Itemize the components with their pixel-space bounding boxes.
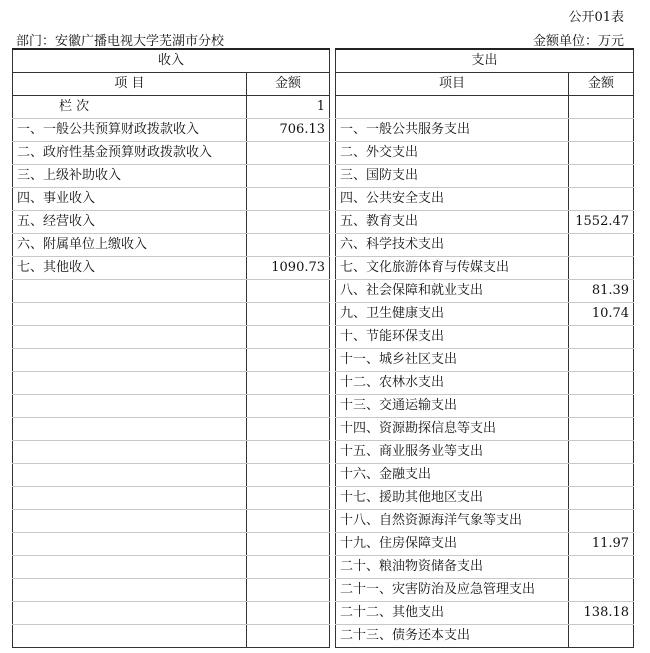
expense-amount-cell: 81.39 (569, 280, 634, 303)
expense-amount-cell: 1552.47 (569, 211, 634, 234)
expense-amount-cell (569, 257, 634, 280)
income-item-cell (13, 372, 247, 395)
table-row (13, 533, 634, 556)
income-item-cell (13, 441, 247, 464)
index-label: 栏 次 (13, 96, 247, 119)
income-item-cell (13, 395, 247, 418)
index-row (13, 96, 634, 119)
income-item-cell (13, 487, 247, 510)
income-item-cell: 五、经营收入 (13, 211, 247, 234)
expense-item-header: 项目 (336, 73, 569, 96)
expense-item-cell: 二十二、其他支出 (336, 602, 569, 625)
income-item-cell (13, 349, 247, 372)
table-row (13, 441, 634, 464)
expense-amount-cell (569, 418, 634, 441)
income-amount-cell (247, 625, 330, 648)
expense-amount-cell (569, 510, 634, 533)
income-item-cell: 二、政府性基金预算财政拨款收入 (13, 142, 247, 165)
table-row (13, 188, 634, 211)
column-header-row (13, 73, 634, 96)
income-amount-cell (247, 142, 330, 165)
expense-item-cell: 六、科学技术支出 (336, 234, 569, 257)
income-item-cell: 四、事业收入 (13, 188, 247, 211)
expense-amount-cell (569, 579, 634, 602)
table-row (13, 303, 634, 326)
expense-item-cell: 四、公共安全支出 (336, 188, 569, 211)
income-item-cell (13, 464, 247, 487)
expense-amount-cell (569, 119, 634, 142)
expense-item-cell: 三、国防支出 (336, 165, 569, 188)
income-amount-cell (247, 464, 330, 487)
income-amount-cell (247, 211, 330, 234)
income-amount-cell (247, 234, 330, 257)
expense-item-cell: 十六、金融支出 (336, 464, 569, 487)
expense-item-cell: 十九、住房保障支出 (336, 533, 569, 556)
expense-amount-cell (569, 625, 634, 648)
expense-item-cell: 十四、资源勘探信息等支出 (336, 418, 569, 441)
income-amount-cell (247, 165, 330, 188)
expense-amount-cell: 138.18 (569, 602, 634, 625)
income-amount-cell: 1090.73 (247, 257, 330, 280)
income-amount-cell (247, 326, 330, 349)
expense-amount-cell (569, 441, 634, 464)
income-item-header: 项 目 (13, 73, 247, 96)
income-item-cell (13, 280, 247, 303)
expense-amount-cell (569, 234, 634, 257)
income-amount-cell (247, 441, 330, 464)
income-item-cell: 六、附属单位上缴收入 (13, 234, 247, 257)
department-label: 部门：安徽广播电视大学芜湖市分校 (16, 34, 225, 49)
index-value: 1 (247, 96, 330, 119)
income-item-cell (13, 418, 247, 441)
expense-amount-cell: 11.97 (569, 533, 634, 556)
table-row (13, 625, 634, 648)
budget-table (12, 48, 634, 648)
income-amount-cell (247, 303, 330, 326)
table-row (13, 257, 634, 280)
table-row (13, 211, 634, 234)
expense-item-cell: 二十三、债务还本支出 (336, 625, 569, 648)
expense-item-cell: 十三、交通运输支出 (336, 395, 569, 418)
income-item-cell (13, 579, 247, 602)
expense-amount-cell (569, 372, 634, 395)
table-row (13, 372, 634, 395)
table-row (13, 579, 634, 602)
table-row (13, 142, 634, 165)
expense-item-cell: 十、节能环保支出 (336, 326, 569, 349)
expense-item-cell: 十一、城乡社区支出 (336, 349, 569, 372)
table-row (13, 487, 634, 510)
table-row (13, 464, 634, 487)
table-row (13, 165, 634, 188)
table-row (13, 234, 634, 257)
expense-item-cell: 一、一般公共服务支出 (336, 119, 569, 142)
expense-item-cell: 五、教育支出 (336, 211, 569, 234)
expense-amount-cell: 10.74 (569, 303, 634, 326)
expense-item-cell: 七、文化旅游体育与传媒支出 (336, 257, 569, 280)
expense-item-cell: 九、卫生健康支出 (336, 303, 569, 326)
income-item-cell (13, 625, 247, 648)
expense-item-cell: 十二、农林水支出 (336, 372, 569, 395)
table-row (13, 418, 634, 441)
income-amount-cell (247, 395, 330, 418)
expense-amount-cell (569, 142, 634, 165)
income-amount-cell: 706.13 (247, 119, 330, 142)
expense-amount-cell (569, 326, 634, 349)
income-amount-cell (247, 533, 330, 556)
income-section-title: 收入 (13, 49, 330, 73)
income-amount-cell (247, 579, 330, 602)
income-amount-cell (247, 188, 330, 211)
expense-item-cell: 二十、粮油物资储备支出 (336, 556, 569, 579)
table-row (13, 510, 634, 533)
expense-item-cell: 十七、援助其他地区支出 (336, 487, 569, 510)
table-row (13, 280, 634, 303)
table-code: 公开01表 (568, 10, 624, 25)
expense-section-title: 支出 (336, 49, 634, 73)
income-item-cell (13, 510, 247, 533)
expense-item-cell: 二、外交支出 (336, 142, 569, 165)
expense-amount-cell (569, 165, 634, 188)
table-row (13, 395, 634, 418)
table-row (13, 556, 634, 579)
income-amount-cell (247, 487, 330, 510)
expense-item-cell: 八、社会保障和就业支出 (336, 280, 569, 303)
income-item-cell (13, 556, 247, 579)
expense-amount-cell (569, 556, 634, 579)
expense-item-cell: 二十一、灾害防治及应急管理支出 (336, 579, 569, 602)
income-amount-cell (247, 602, 330, 625)
income-amount-header: 金额 (247, 73, 330, 96)
amount-unit-label: 金额单位：万元 (532, 34, 624, 49)
income-amount-cell (247, 418, 330, 441)
income-amount-cell (247, 556, 330, 579)
expense-amount-cell (569, 395, 634, 418)
table-row (13, 602, 634, 625)
income-amount-cell (247, 510, 330, 533)
expense-amount-cell (569, 487, 634, 510)
income-item-cell (13, 303, 247, 326)
table-row (13, 349, 634, 372)
income-item-cell (13, 326, 247, 349)
expense-item-cell: 十八、自然资源海洋气象等支出 (336, 510, 569, 533)
income-item-cell: 七、其他收入 (13, 257, 247, 280)
expense-amount-cell (569, 464, 634, 487)
income-item-cell: 一、一般公共预算财政拨款收入 (13, 119, 247, 142)
income-amount-cell (247, 372, 330, 395)
expense-amount-cell (569, 349, 634, 372)
section-header-row (13, 49, 634, 73)
expense-amount-header: 金额 (569, 73, 634, 96)
income-item-cell: 三、上级补助收入 (13, 165, 247, 188)
income-amount-cell (247, 349, 330, 372)
income-item-cell (13, 602, 247, 625)
table-row (13, 119, 634, 142)
income-amount-cell (247, 280, 330, 303)
expense-amount-cell (569, 188, 634, 211)
expense-item-cell: 十五、商业服务业等支出 (336, 441, 569, 464)
income-item-cell (13, 533, 247, 556)
table-row (13, 326, 634, 349)
